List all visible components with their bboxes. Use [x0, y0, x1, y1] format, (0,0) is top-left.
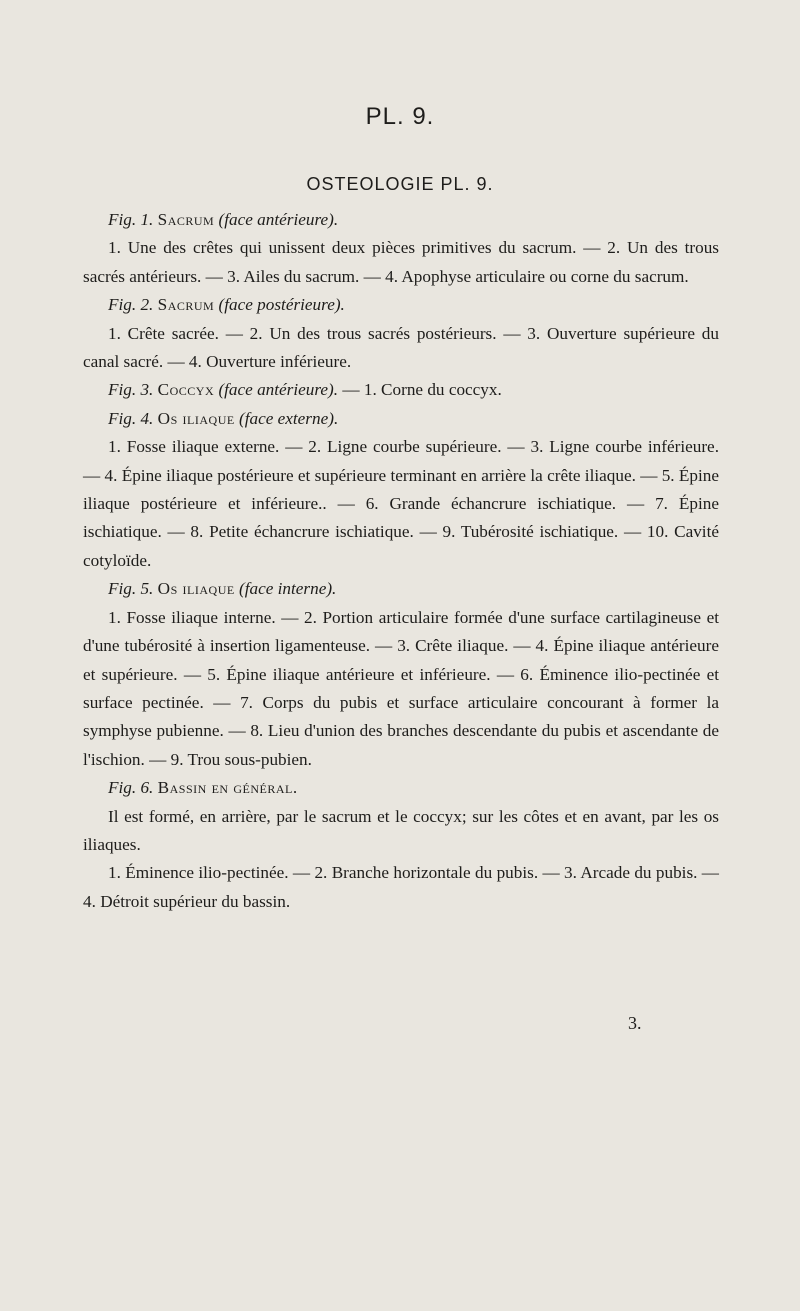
fig3-view: (face antérieure). — [218, 380, 339, 400]
fig5-legend: 1. Fosse iliaque interne. — 2. Portion articulaire formée d'une surface cartilagineuse et d'une tubérosité à insertion ligamenteuse. — 3. Crête iliaque. — 4. Épine iliaque antérieure et supérieure. — 5. Épine iliaque antérieure et inférieure. — 6. Éminence ilio-pectinée et surface pectinée. — 7. Corps du pubis et surface articulaire concourant à former la symphyse pubienne. — 8. Lieu d'union des branches descendante du pubis et ascendante de l'ischion. — 9. Trou sous-pubien. — [83, 607, 719, 769]
fig5-view: (face interne). — [239, 579, 337, 599]
page-number: 3. — [628, 1013, 642, 1033]
fig3-legend: — 1. Corne du coccyx. — [342, 380, 502, 400]
fig4-caption — [83, 405, 719, 433]
fig2-title: Sacrum — [157, 295, 215, 315]
fig1-caption — [83, 206, 719, 234]
fig6-description: Il est formé, en arrière, par le sacrum et le coccyx; sur les côtes et en avant, par les os iliaques. — [83, 806, 719, 854]
fig4-legend: 1. Fosse iliaque externe. — 2. Ligne courbe supérieure. — 3. Ligne courbe inférieure. — 4. Épine iliaque postérieure et supérieure terminant en arrière la crête iliaque. — 5. Épine iliaque postérieure et inférieure.. — 6. Grande échancrure ischiatique. — 7. Épine ischiatique. — 8. Petite échancrure ischiatique. — 9. Tubérosité ischiatique. — 10. Cavité cotyloïde. — [83, 437, 719, 570]
fig3-caption — [83, 376, 719, 404]
fig2-view: (face postérieure). — [218, 295, 345, 315]
fig5-title: Os iliaque — [157, 579, 235, 599]
fig6-caption — [83, 774, 719, 802]
plate-label: PL. 9. — [365, 103, 435, 130]
fig1-view: (face antérieure). — [218, 210, 339, 229]
fig6-legend: 1. Éminence ilio-pectinée. — 2. Branche horizontale du pubis. — 3. Arcade du pubis. — 4. Détroit supérieur du bassin. — [83, 863, 719, 911]
fig1-number: Fig. 1. — [108, 210, 154, 229]
fig1-legend: 1. Une des crêtes qui unissent deux pièces primitives du sacrum. — 2. Un des trous sacrés antérieurs. — 3. Ailes du sacrum. — 4. Apophyse articulaire ou corne du sacrum. — [83, 238, 719, 286]
fig2-legend: 1. Crête sacrée. — 2. Un des trous sacrés postérieurs. — 3. Ouverture supérieure du canal sacré. — 4. Ouverture inférieure. — [83, 323, 719, 372]
fig1-title: Sacrum — [157, 210, 215, 229]
fig4-title: Os iliaque — [157, 408, 235, 428]
fig3-title: Coccyx — [157, 380, 215, 400]
legend-text — [83, 206, 719, 916]
fig2-caption — [83, 291, 719, 319]
page-heading: OSTEOLOGIE PL. 9. — [306, 174, 494, 194]
fig5-caption — [83, 575, 719, 603]
fig4-number: Fig. 4. — [108, 408, 154, 428]
fig3-number: Fig. 3. — [108, 380, 154, 400]
fig4-view: (face externe). — [239, 408, 339, 428]
fig5-number: Fig. 5. — [108, 579, 154, 599]
fig6-title: Bassin en général. — [157, 778, 298, 798]
fig2-number: Fig. 2. — [108, 295, 154, 315]
fig6-number: Fig. 6. — [108, 778, 154, 798]
